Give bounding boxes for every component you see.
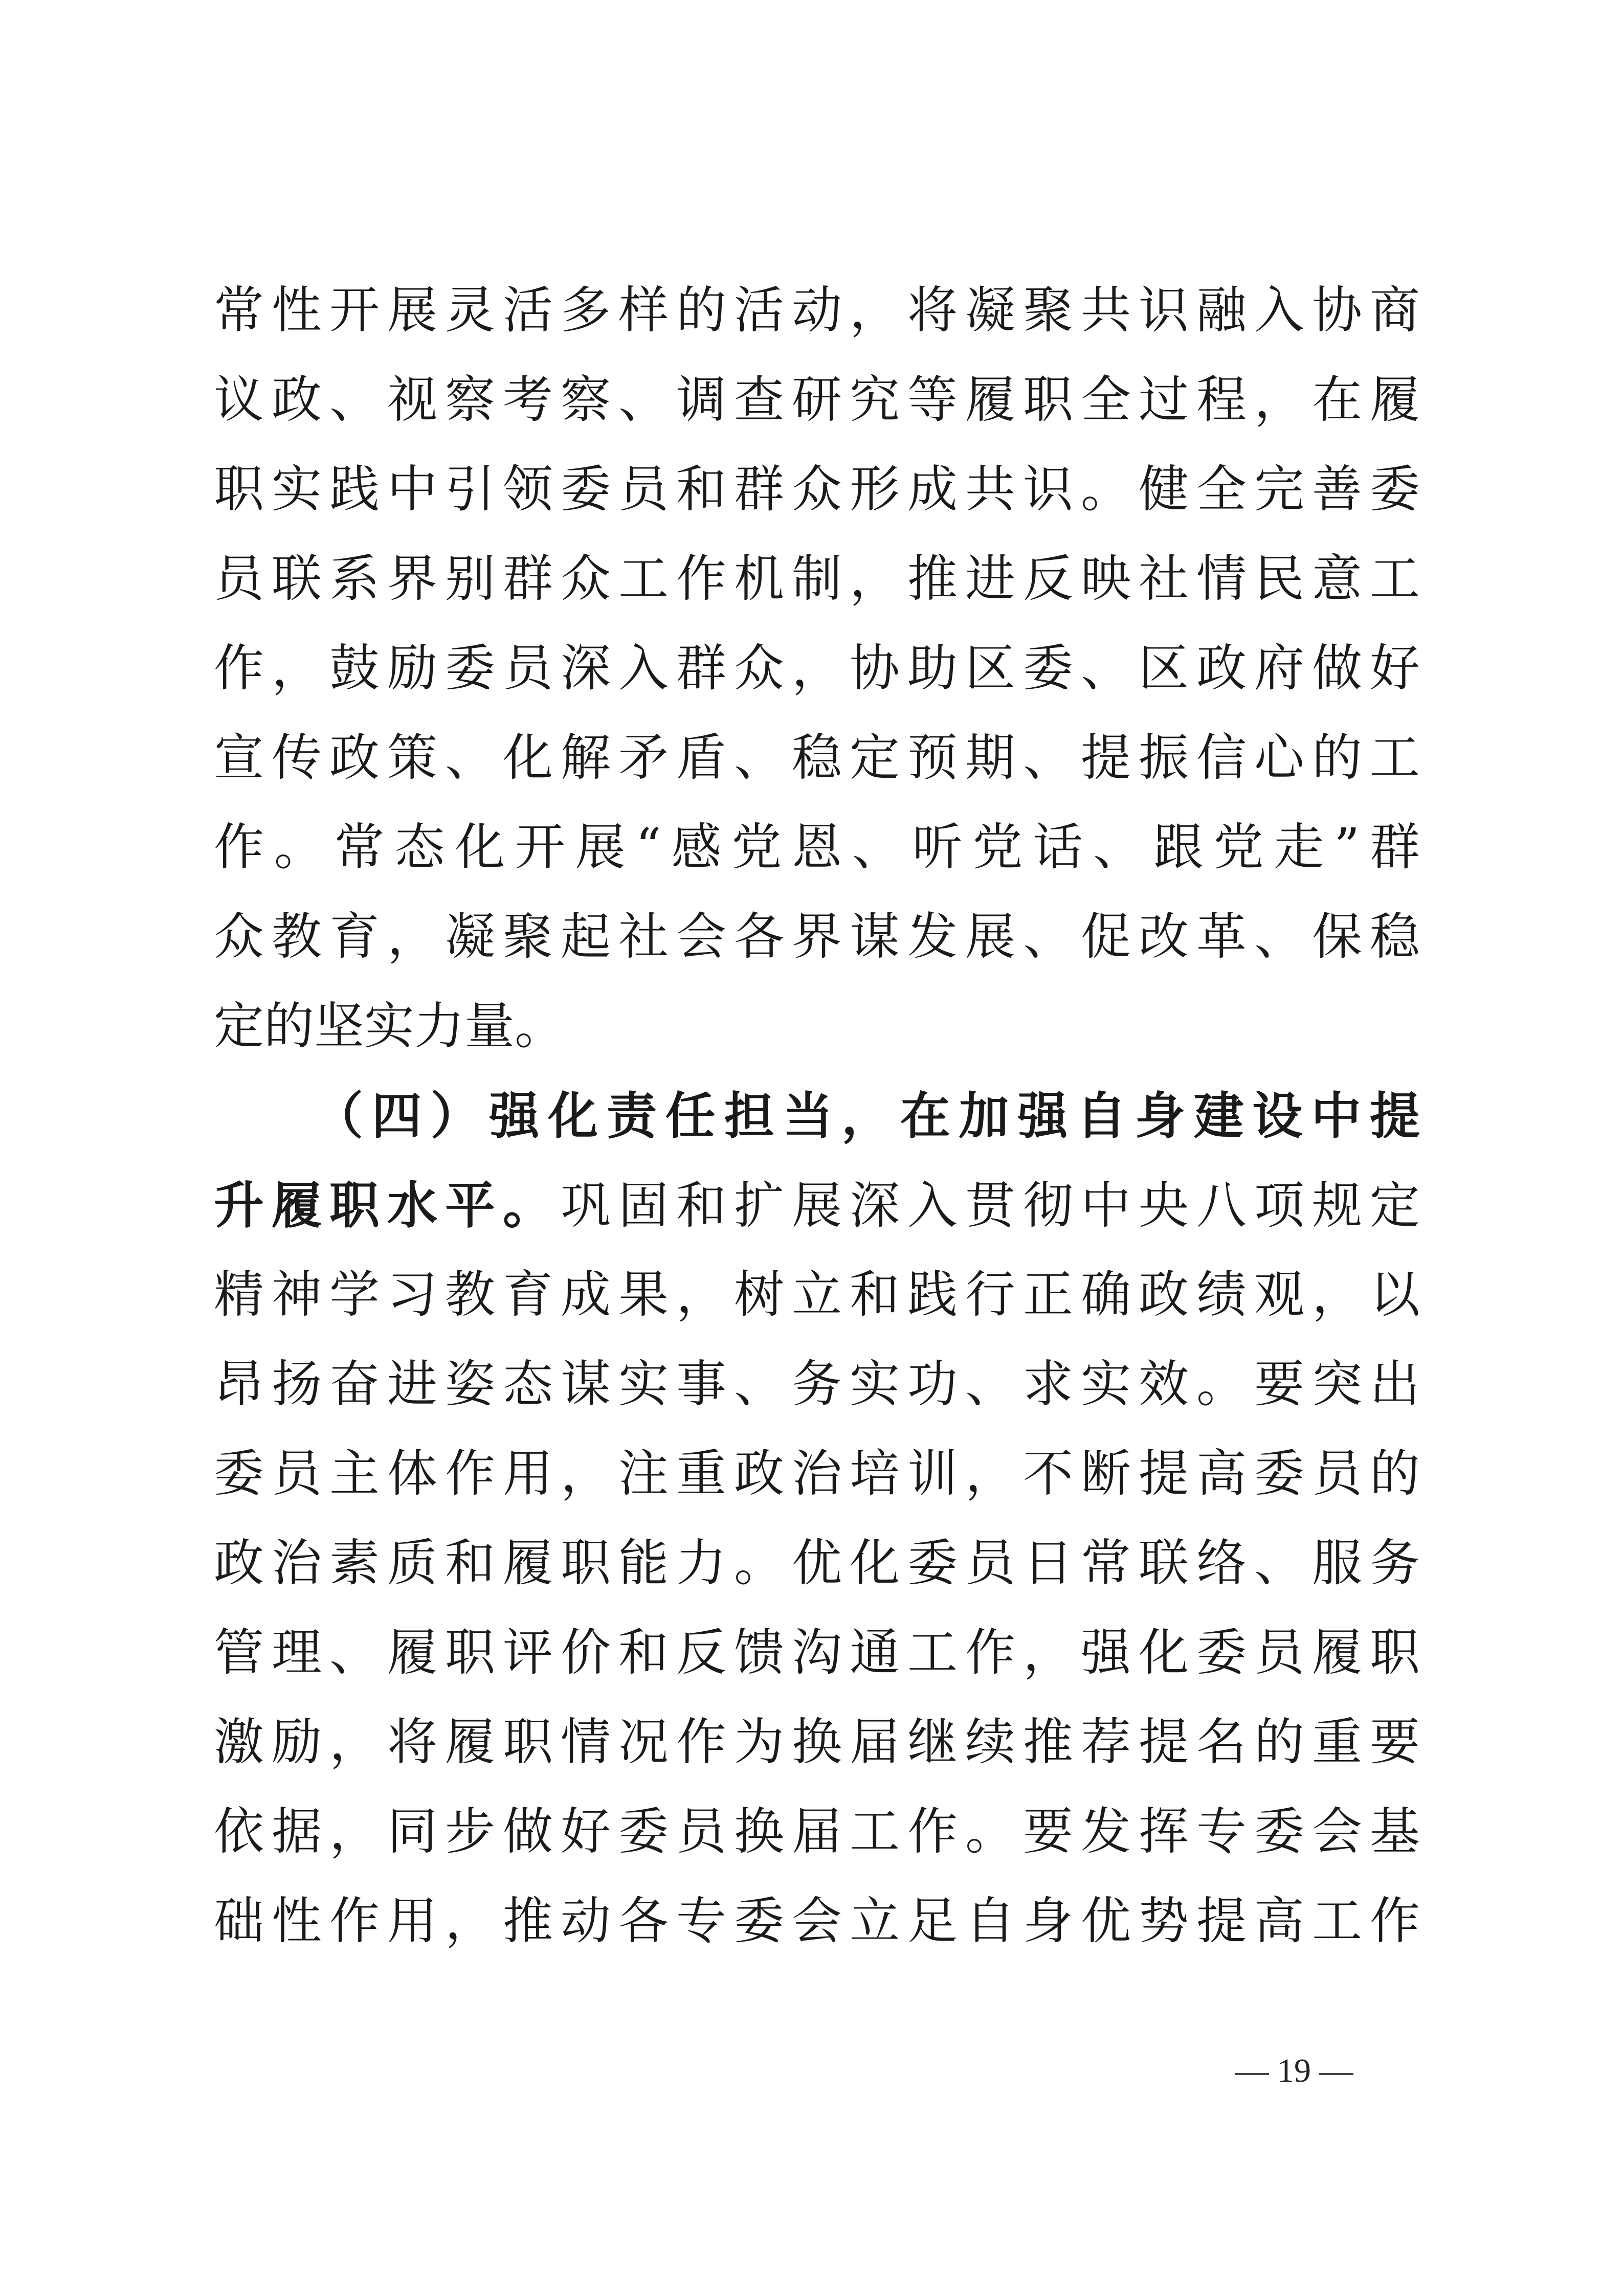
text-line: 政治素质和履职能力。优化委员日常联络、服务 (214, 1534, 1420, 1592)
text-line: 职实践中引领委员和群众形成共识。健全完善委 (214, 460, 1420, 519)
text-line: 管理、履职评价和反馈沟通工作，强化委员履职 (214, 1624, 1420, 1682)
text-line: 昂扬奋进姿态谋实事、务实功、求实效。要突出 (214, 1355, 1420, 1413)
section-line-text: 巩固和扩展深入贯彻中央八项规定 (561, 1177, 1420, 1235)
text-line: 众教育，凝聚起社会各界谋发展、促改革、保稳 (214, 908, 1420, 966)
page-number: — 19 — (1235, 2052, 1353, 2089)
text-line: 常性开展灵活多样的活动，将凝聚共识融入协商 (214, 281, 1420, 340)
text-line: 员联系界别群众工作机制，推进反映社情民意工 (214, 550, 1420, 608)
section-heading-text: （四）强化责任担当，在加强自身建设中提 (313, 1087, 1420, 1145)
text-line: 激励，将履职情况作为换届继续推荐提名的重要 (214, 1713, 1420, 1771)
section-heading-continuation: 升履职水平。 (214, 1176, 561, 1235)
text-line: 精神学习教育成果，树立和践行正确政绩观，以 (214, 1266, 1420, 1324)
text-line: 定的坚实力量。 (214, 997, 565, 1055)
text-line: 依据，同步做好委员换届工作。要发挥专委会基 (214, 1803, 1420, 1861)
section-heading (313, 1071, 1420, 1161)
text-line: 作。常态化开展“感党恩、听党话、跟党走”群 (214, 818, 1420, 876)
text-line: 作，鼓励委员深入群众，协助区委、区政府做好 (214, 639, 1420, 697)
text-line: 委员主体作用，注重政治培训，不断提高委员的 (214, 1445, 1420, 1503)
text-line (214, 1161, 1420, 1250)
text-line: 议政、视察考察、调查研究等履职全过程，在履 (214, 371, 1420, 429)
text-line: 宣传政策、化解矛盾、稳定预期、提振信心的工 (214, 729, 1420, 787)
text-line: 础性作用，推动各专委会立足自身优势提高工作 (214, 1892, 1420, 1950)
